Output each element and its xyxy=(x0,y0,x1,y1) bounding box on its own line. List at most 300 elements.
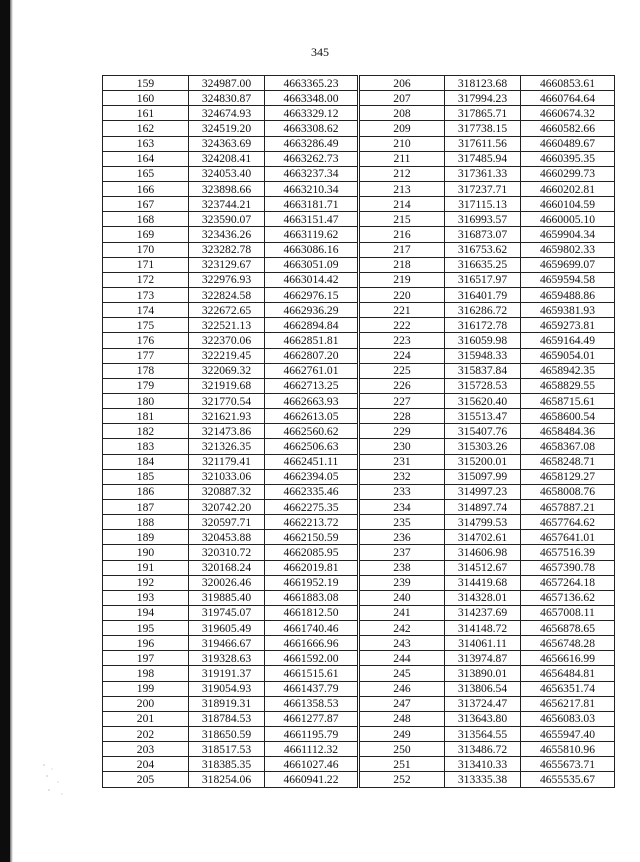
left-y-coordinate-cell: 4662275.35 xyxy=(265,499,359,514)
right-y-coordinate-cell: 4660104.59 xyxy=(521,197,615,212)
right-point-number-cell: 232 xyxy=(359,469,445,484)
right-point-number-cell: 225 xyxy=(359,363,445,378)
left-x-coordinate-cell: 319328.63 xyxy=(189,651,265,666)
right-y-coordinate-cell: 4659904.34 xyxy=(521,227,615,242)
right-y-coordinate-cell: 4660395.35 xyxy=(521,151,615,166)
right-x-coordinate-cell: 314419.68 xyxy=(445,575,521,590)
left-point-number-cell: 185 xyxy=(103,469,189,484)
left-point-number-cell: 160 xyxy=(103,91,189,106)
left-y-coordinate-cell: 4663014.42 xyxy=(265,272,359,287)
left-point-number-cell: 191 xyxy=(103,560,189,575)
left-x-coordinate-cell: 320453.88 xyxy=(189,530,265,545)
table-row xyxy=(103,272,615,287)
right-y-coordinate-cell: 4658715.61 xyxy=(521,393,615,408)
right-point-number-cell: 216 xyxy=(359,227,445,242)
right-x-coordinate-cell: 316401.79 xyxy=(445,287,521,302)
table-row xyxy=(103,393,615,408)
right-point-number-cell: 217 xyxy=(359,242,445,257)
table-row xyxy=(103,91,615,106)
right-x-coordinate-cell: 315513.47 xyxy=(445,409,521,424)
right-x-coordinate-cell: 318123.68 xyxy=(445,76,521,91)
left-point-number-cell: 188 xyxy=(103,515,189,530)
table-row xyxy=(103,772,615,787)
table-row xyxy=(103,757,615,772)
right-y-coordinate-cell: 4660202.81 xyxy=(521,181,615,196)
left-x-coordinate-cell: 322976.93 xyxy=(189,272,265,287)
left-y-coordinate-cell: 4663051.09 xyxy=(265,257,359,272)
right-y-coordinate-cell: 4655947.40 xyxy=(521,727,615,742)
left-point-number-cell: 197 xyxy=(103,651,189,666)
right-y-coordinate-cell: 4657008.11 xyxy=(521,605,615,620)
table-row xyxy=(103,454,615,469)
left-x-coordinate-cell: 321621.93 xyxy=(189,409,265,424)
table-row xyxy=(103,76,615,91)
table-row xyxy=(103,227,615,242)
left-x-coordinate-cell: 324363.69 xyxy=(189,136,265,151)
table-row xyxy=(103,605,615,620)
right-point-number-cell: 247 xyxy=(359,696,445,711)
right-point-number-cell: 248 xyxy=(359,711,445,726)
right-point-number-cell: 210 xyxy=(359,136,445,151)
right-point-number-cell: 252 xyxy=(359,772,445,787)
left-point-number-cell: 162 xyxy=(103,121,189,136)
right-point-number-cell: 246 xyxy=(359,681,445,696)
left-point-number-cell: 196 xyxy=(103,636,189,651)
left-point-number-cell: 175 xyxy=(103,318,189,333)
table-row xyxy=(103,545,615,560)
left-point-number-cell: 183 xyxy=(103,439,189,454)
left-y-coordinate-cell: 4663365.23 xyxy=(265,76,359,91)
left-x-coordinate-cell: 321326.35 xyxy=(189,439,265,454)
right-point-number-cell: 227 xyxy=(359,393,445,408)
right-x-coordinate-cell: 317361.33 xyxy=(445,166,521,181)
left-y-coordinate-cell: 4662663.93 xyxy=(265,393,359,408)
left-x-coordinate-cell: 323436.26 xyxy=(189,227,265,242)
left-y-coordinate-cell: 4663286.49 xyxy=(265,136,359,151)
right-x-coordinate-cell: 314512.67 xyxy=(445,560,521,575)
right-x-coordinate-cell: 313974.87 xyxy=(445,651,521,666)
right-x-coordinate-cell: 315200.01 xyxy=(445,454,521,469)
right-x-coordinate-cell: 315620.40 xyxy=(445,393,521,408)
left-x-coordinate-cell: 320168.24 xyxy=(189,560,265,575)
right-x-coordinate-cell: 313806.54 xyxy=(445,681,521,696)
left-x-coordinate-cell: 320026.46 xyxy=(189,575,265,590)
left-point-number-cell: 179 xyxy=(103,378,189,393)
left-point-number-cell: 201 xyxy=(103,711,189,726)
right-y-coordinate-cell: 4660674.32 xyxy=(521,106,615,121)
left-y-coordinate-cell: 4662713.25 xyxy=(265,378,359,393)
left-x-coordinate-cell: 320887.32 xyxy=(189,484,265,499)
coordinate-table xyxy=(102,75,615,788)
left-y-coordinate-cell: 4661277.87 xyxy=(265,711,359,726)
right-y-coordinate-cell: 4659273.81 xyxy=(521,318,615,333)
table-row xyxy=(103,348,615,363)
left-y-coordinate-cell: 4661437.79 xyxy=(265,681,359,696)
left-x-coordinate-cell: 324519.20 xyxy=(189,121,265,136)
left-y-coordinate-cell: 4662394.05 xyxy=(265,469,359,484)
right-y-coordinate-cell: 4656484.81 xyxy=(521,666,615,681)
left-y-coordinate-cell: 4662213.72 xyxy=(265,515,359,530)
left-point-number-cell: 178 xyxy=(103,363,189,378)
right-y-coordinate-cell: 4659594.58 xyxy=(521,272,615,287)
table-row xyxy=(103,651,615,666)
left-x-coordinate-cell: 323590.07 xyxy=(189,212,265,227)
right-x-coordinate-cell: 315303.26 xyxy=(445,439,521,454)
right-x-coordinate-cell: 317611.56 xyxy=(445,136,521,151)
table-row xyxy=(103,484,615,499)
left-point-number-cell: 195 xyxy=(103,621,189,636)
left-x-coordinate-cell: 322521.13 xyxy=(189,318,265,333)
right-y-coordinate-cell: 4658008.76 xyxy=(521,484,615,499)
left-y-coordinate-cell: 4663237.34 xyxy=(265,166,359,181)
left-point-number-cell: 164 xyxy=(103,151,189,166)
right-x-coordinate-cell: 316286.72 xyxy=(445,303,521,318)
right-x-coordinate-cell: 313410.33 xyxy=(445,757,521,772)
left-point-number-cell: 168 xyxy=(103,212,189,227)
left-point-number-cell: 193 xyxy=(103,590,189,605)
left-y-coordinate-cell: 4661883.08 xyxy=(265,590,359,605)
right-y-coordinate-cell: 4659802.33 xyxy=(521,242,615,257)
right-x-coordinate-cell: 315728.53 xyxy=(445,378,521,393)
right-x-coordinate-cell: 316059.98 xyxy=(445,333,521,348)
left-x-coordinate-cell: 319054.93 xyxy=(189,681,265,696)
scan-border-shadow xyxy=(10,0,13,862)
table-row xyxy=(103,666,615,681)
left-x-coordinate-cell: 319605.49 xyxy=(189,621,265,636)
left-x-coordinate-cell: 322219.45 xyxy=(189,348,265,363)
left-y-coordinate-cell: 4662894.84 xyxy=(265,318,359,333)
right-point-number-cell: 222 xyxy=(359,318,445,333)
table-row xyxy=(103,197,615,212)
table-row xyxy=(103,212,615,227)
right-point-number-cell: 212 xyxy=(359,166,445,181)
table-row xyxy=(103,499,615,514)
left-x-coordinate-cell: 319745.07 xyxy=(189,605,265,620)
right-y-coordinate-cell: 4659488.86 xyxy=(521,287,615,302)
right-y-coordinate-cell: 4660489.67 xyxy=(521,136,615,151)
left-y-coordinate-cell: 4663181.71 xyxy=(265,197,359,212)
left-y-coordinate-cell: 4662851.81 xyxy=(265,333,359,348)
right-point-number-cell: 214 xyxy=(359,197,445,212)
left-point-number-cell: 161 xyxy=(103,106,189,121)
right-y-coordinate-cell: 4656351.74 xyxy=(521,681,615,696)
left-point-number-cell: 189 xyxy=(103,530,189,545)
left-point-number-cell: 205 xyxy=(103,772,189,787)
right-y-coordinate-cell: 4658484.36 xyxy=(521,424,615,439)
right-x-coordinate-cell: 317738.15 xyxy=(445,121,521,136)
table-row xyxy=(103,560,615,575)
right-x-coordinate-cell: 317115.13 xyxy=(445,197,521,212)
left-y-coordinate-cell: 4661592.00 xyxy=(265,651,359,666)
left-y-coordinate-cell: 4662807.20 xyxy=(265,348,359,363)
left-x-coordinate-cell: 318784.53 xyxy=(189,711,265,726)
right-point-number-cell: 228 xyxy=(359,409,445,424)
right-point-number-cell: 238 xyxy=(359,560,445,575)
right-y-coordinate-cell: 4655810.96 xyxy=(521,742,615,757)
left-point-number-cell: 192 xyxy=(103,575,189,590)
right-y-coordinate-cell: 4656878.65 xyxy=(521,621,615,636)
right-point-number-cell: 251 xyxy=(359,757,445,772)
table-row xyxy=(103,469,615,484)
table-row xyxy=(103,106,615,121)
right-y-coordinate-cell: 4658367.08 xyxy=(521,439,615,454)
right-x-coordinate-cell: 315407.76 xyxy=(445,424,521,439)
right-point-number-cell: 239 xyxy=(359,575,445,590)
table-row xyxy=(103,590,615,605)
left-y-coordinate-cell: 4663151.47 xyxy=(265,212,359,227)
table-row xyxy=(103,711,615,726)
right-x-coordinate-cell: 315948.33 xyxy=(445,348,521,363)
right-x-coordinate-cell: 316993.57 xyxy=(445,212,521,227)
right-y-coordinate-cell: 4657264.18 xyxy=(521,575,615,590)
right-x-coordinate-cell: 316873.07 xyxy=(445,227,521,242)
left-x-coordinate-cell: 321033.06 xyxy=(189,469,265,484)
left-x-coordinate-cell: 323744.21 xyxy=(189,197,265,212)
right-x-coordinate-cell: 314328.01 xyxy=(445,590,521,605)
left-point-number-cell: 199 xyxy=(103,681,189,696)
left-point-number-cell: 167 xyxy=(103,197,189,212)
right-x-coordinate-cell: 314061.11 xyxy=(445,636,521,651)
right-point-number-cell: 208 xyxy=(359,106,445,121)
left-x-coordinate-cell: 322370.06 xyxy=(189,333,265,348)
left-y-coordinate-cell: 4661027.46 xyxy=(265,757,359,772)
left-y-coordinate-cell: 4661358.53 xyxy=(265,696,359,711)
left-point-number-cell: 170 xyxy=(103,242,189,257)
right-point-number-cell: 229 xyxy=(359,424,445,439)
left-x-coordinate-cell: 323898.66 xyxy=(189,181,265,196)
right-x-coordinate-cell: 314997.23 xyxy=(445,484,521,499)
right-x-coordinate-cell: 314606.98 xyxy=(445,545,521,560)
left-y-coordinate-cell: 4662613.05 xyxy=(265,409,359,424)
right-x-coordinate-cell: 314897.74 xyxy=(445,499,521,514)
right-point-number-cell: 223 xyxy=(359,333,445,348)
left-point-number-cell: 165 xyxy=(103,166,189,181)
right-x-coordinate-cell: 317237.71 xyxy=(445,181,521,196)
table-row xyxy=(103,242,615,257)
left-point-number-cell: 173 xyxy=(103,287,189,302)
right-point-number-cell: 237 xyxy=(359,545,445,560)
left-x-coordinate-cell: 321179.41 xyxy=(189,454,265,469)
left-y-coordinate-cell: 4662761.01 xyxy=(265,363,359,378)
right-x-coordinate-cell: 316635.25 xyxy=(445,257,521,272)
page-number: 345 xyxy=(311,45,329,59)
left-x-coordinate-cell: 318385.35 xyxy=(189,757,265,772)
right-point-number-cell: 206 xyxy=(359,76,445,91)
coordinate-table-body xyxy=(103,76,615,788)
table-row xyxy=(103,333,615,348)
left-point-number-cell: 202 xyxy=(103,727,189,742)
left-point-number-cell: 184 xyxy=(103,454,189,469)
left-x-coordinate-cell: 324053.40 xyxy=(189,166,265,181)
table-row xyxy=(103,121,615,136)
scan-noise xyxy=(40,760,70,800)
right-x-coordinate-cell: 314799.53 xyxy=(445,515,521,530)
left-y-coordinate-cell: 4661812.50 xyxy=(265,605,359,620)
left-point-number-cell: 204 xyxy=(103,757,189,772)
left-y-coordinate-cell: 4663329.12 xyxy=(265,106,359,121)
left-x-coordinate-cell: 319191.37 xyxy=(189,666,265,681)
right-x-coordinate-cell: 313643.80 xyxy=(445,711,521,726)
right-y-coordinate-cell: 4659164.49 xyxy=(521,333,615,348)
right-point-number-cell: 211 xyxy=(359,151,445,166)
table-row xyxy=(103,287,615,302)
right-point-number-cell: 233 xyxy=(359,484,445,499)
left-x-coordinate-cell: 322824.58 xyxy=(189,287,265,302)
left-y-coordinate-cell: 4663119.62 xyxy=(265,227,359,242)
left-y-coordinate-cell: 4660941.22 xyxy=(265,772,359,787)
left-x-coordinate-cell: 324208.41 xyxy=(189,151,265,166)
right-y-coordinate-cell: 4658129.27 xyxy=(521,469,615,484)
right-x-coordinate-cell: 315097.99 xyxy=(445,469,521,484)
right-x-coordinate-cell: 317865.71 xyxy=(445,106,521,121)
right-point-number-cell: 240 xyxy=(359,590,445,605)
left-y-coordinate-cell: 4662560.62 xyxy=(265,424,359,439)
left-x-coordinate-cell: 323282.78 xyxy=(189,242,265,257)
left-point-number-cell: 176 xyxy=(103,333,189,348)
right-y-coordinate-cell: 4655673.71 xyxy=(521,757,615,772)
table-row xyxy=(103,181,615,196)
right-x-coordinate-cell: 313335.38 xyxy=(445,772,521,787)
right-y-coordinate-cell: 4657887.21 xyxy=(521,499,615,514)
right-point-number-cell: 236 xyxy=(359,530,445,545)
left-y-coordinate-cell: 4661952.19 xyxy=(265,575,359,590)
right-y-coordinate-cell: 4656748.28 xyxy=(521,636,615,651)
right-x-coordinate-cell: 314702.61 xyxy=(445,530,521,545)
left-y-coordinate-cell: 4662976.15 xyxy=(265,287,359,302)
left-x-coordinate-cell: 318254.06 xyxy=(189,772,265,787)
right-y-coordinate-cell: 4659054.01 xyxy=(521,348,615,363)
left-point-number-cell: 186 xyxy=(103,484,189,499)
left-y-coordinate-cell: 4661666.96 xyxy=(265,636,359,651)
right-point-number-cell: 207 xyxy=(359,91,445,106)
left-x-coordinate-cell: 321473.86 xyxy=(189,424,265,439)
left-x-coordinate-cell: 319466.67 xyxy=(189,636,265,651)
left-y-coordinate-cell: 4661195.79 xyxy=(265,727,359,742)
left-x-coordinate-cell: 321770.54 xyxy=(189,393,265,408)
right-y-coordinate-cell: 4655535.67 xyxy=(521,772,615,787)
table-row xyxy=(103,303,615,318)
left-x-coordinate-cell: 318650.59 xyxy=(189,727,265,742)
left-y-coordinate-cell: 4663210.34 xyxy=(265,181,359,196)
left-point-number-cell: 159 xyxy=(103,76,189,91)
right-y-coordinate-cell: 4660764.64 xyxy=(521,91,615,106)
right-x-coordinate-cell: 313890.01 xyxy=(445,666,521,681)
table-row xyxy=(103,257,615,272)
left-point-number-cell: 182 xyxy=(103,424,189,439)
table-row xyxy=(103,515,615,530)
right-y-coordinate-cell: 4658942.35 xyxy=(521,363,615,378)
table-row xyxy=(103,363,615,378)
right-x-coordinate-cell: 317485.94 xyxy=(445,151,521,166)
right-x-coordinate-cell: 313486.72 xyxy=(445,742,521,757)
left-x-coordinate-cell: 324987.00 xyxy=(189,76,265,91)
right-y-coordinate-cell: 4657136.62 xyxy=(521,590,615,605)
right-x-coordinate-cell: 314237.69 xyxy=(445,605,521,620)
right-x-coordinate-cell: 316753.62 xyxy=(445,242,521,257)
left-y-coordinate-cell: 4662085.95 xyxy=(265,545,359,560)
right-x-coordinate-cell: 316172.78 xyxy=(445,318,521,333)
left-x-coordinate-cell: 324674.93 xyxy=(189,106,265,121)
left-y-coordinate-cell: 4662150.59 xyxy=(265,530,359,545)
left-point-number-cell: 174 xyxy=(103,303,189,318)
right-point-number-cell: 226 xyxy=(359,378,445,393)
table-row xyxy=(103,151,615,166)
right-x-coordinate-cell: 313564.55 xyxy=(445,727,521,742)
left-y-coordinate-cell: 4661515.61 xyxy=(265,666,359,681)
left-x-coordinate-cell: 322672.65 xyxy=(189,303,265,318)
left-y-coordinate-cell: 4663348.00 xyxy=(265,91,359,106)
left-y-coordinate-cell: 4662506.63 xyxy=(265,439,359,454)
right-y-coordinate-cell: 4658829.55 xyxy=(521,378,615,393)
right-y-coordinate-cell: 4660299.73 xyxy=(521,166,615,181)
right-point-number-cell: 219 xyxy=(359,272,445,287)
left-point-number-cell: 163 xyxy=(103,136,189,151)
table-row xyxy=(103,696,615,711)
right-y-coordinate-cell: 4660005.10 xyxy=(521,212,615,227)
left-point-number-cell: 171 xyxy=(103,257,189,272)
right-point-number-cell: 243 xyxy=(359,636,445,651)
right-x-coordinate-cell: 316517.97 xyxy=(445,272,521,287)
table-row xyxy=(103,409,615,424)
right-y-coordinate-cell: 4660853.61 xyxy=(521,76,615,91)
left-point-number-cell: 181 xyxy=(103,409,189,424)
left-y-coordinate-cell: 4663086.16 xyxy=(265,242,359,257)
left-point-number-cell: 198 xyxy=(103,666,189,681)
right-point-number-cell: 220 xyxy=(359,287,445,302)
table-row xyxy=(103,575,615,590)
right-y-coordinate-cell: 4658600.54 xyxy=(521,409,615,424)
left-x-coordinate-cell: 320310.72 xyxy=(189,545,265,560)
right-y-coordinate-cell: 4657390.78 xyxy=(521,560,615,575)
right-x-coordinate-cell: 313724.47 xyxy=(445,696,521,711)
right-point-number-cell: 230 xyxy=(359,439,445,454)
right-y-coordinate-cell: 4657516.39 xyxy=(521,545,615,560)
left-point-number-cell: 172 xyxy=(103,272,189,287)
left-point-number-cell: 190 xyxy=(103,545,189,560)
left-x-coordinate-cell: 318517.53 xyxy=(189,742,265,757)
left-point-number-cell: 194 xyxy=(103,605,189,620)
left-y-coordinate-cell: 4661112.32 xyxy=(265,742,359,757)
right-y-coordinate-cell: 4656217.81 xyxy=(521,696,615,711)
left-y-coordinate-cell: 4662936.29 xyxy=(265,303,359,318)
right-point-number-cell: 209 xyxy=(359,121,445,136)
right-point-number-cell: 218 xyxy=(359,257,445,272)
table-row xyxy=(103,727,615,742)
table-row xyxy=(103,166,615,181)
right-y-coordinate-cell: 4657641.01 xyxy=(521,530,615,545)
right-y-coordinate-cell: 4660582.66 xyxy=(521,121,615,136)
left-x-coordinate-cell: 318919.31 xyxy=(189,696,265,711)
left-x-coordinate-cell: 319885.40 xyxy=(189,590,265,605)
right-x-coordinate-cell: 314148.72 xyxy=(445,621,521,636)
left-point-number-cell: 177 xyxy=(103,348,189,363)
left-point-number-cell: 203 xyxy=(103,742,189,757)
right-point-number-cell: 221 xyxy=(359,303,445,318)
right-point-number-cell: 241 xyxy=(359,605,445,620)
left-y-coordinate-cell: 4662335.46 xyxy=(265,484,359,499)
left-point-number-cell: 187 xyxy=(103,499,189,514)
table-row xyxy=(103,378,615,393)
table-row xyxy=(103,439,615,454)
left-x-coordinate-cell: 322069.32 xyxy=(189,363,265,378)
right-x-coordinate-cell: 317994.23 xyxy=(445,91,521,106)
left-y-coordinate-cell: 4663308.62 xyxy=(265,121,359,136)
right-point-number-cell: 242 xyxy=(359,621,445,636)
left-point-number-cell: 200 xyxy=(103,696,189,711)
right-point-number-cell: 231 xyxy=(359,454,445,469)
left-y-coordinate-cell: 4663262.73 xyxy=(265,151,359,166)
right-y-coordinate-cell: 4656616.99 xyxy=(521,651,615,666)
